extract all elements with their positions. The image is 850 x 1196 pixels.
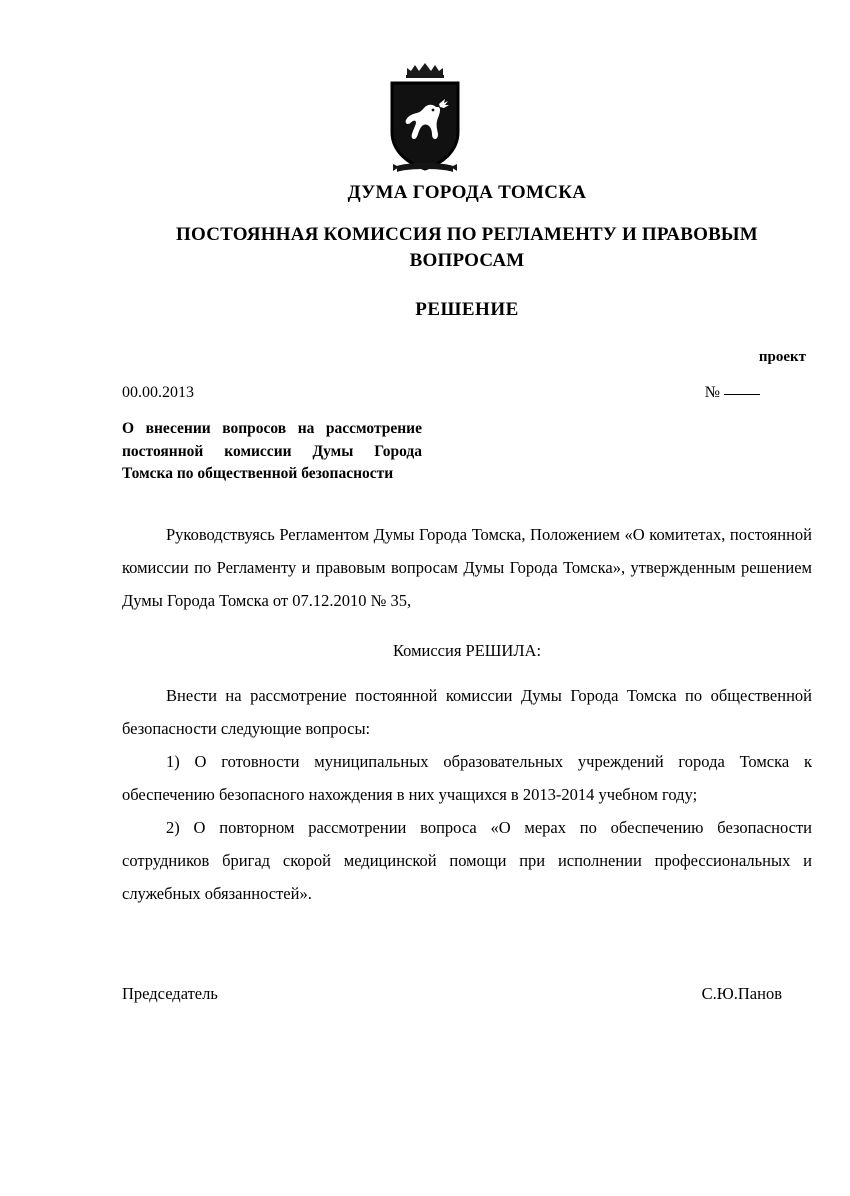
signature-block [122,984,812,1004]
list-item-2: 2) О повторном рассмотрении вопроса «О мерах по обеспечению безопасности сотрудников бригад скорой медицинской помощи при исполнении профессиональных и служебных обязанностей». [122,817,812,903]
decision-heading: Комиссия РЕШИЛА: [392,640,542,660]
document-meta-row [122,384,812,402]
signature-name: С.Ю.Панов [701,983,782,1003]
preamble-paragraph: Руководствуясь Регламентом Думы Города Томска, Положением «О комитетах, постоянной комиссии по Регламенту и правовым вопросам Думы Города Томска», утвержденным решением Думы Города Томска от 07.12.2010 № 35, [122,524,812,610]
document-body [122,0,812,1004]
document-number-blank [724,394,760,395]
document-type-heading: РЕШЕНИЕ [415,299,519,321]
preamble-block [122,518,812,617]
commission-title: ПОСТОЯННАЯ КОМИССИЯ ПО РЕГЛАМЕНТУ И ПРАВОВЫМ ВОПРОСАМ [176,224,758,271]
draft-label: проект [758,349,806,366]
document-number-prefix: № [704,384,720,402]
document-subject: О внесении вопросов на рассмотрение постоянной комиссии Думы Города Томска по общественной безопасности [122,420,422,483]
document-date: 00.00.2013 [122,384,194,402]
document-number [705,384,812,402]
lead-in-paragraph: Внести на рассмотрение постоянной комиссии Думы Города Томска по общественной безопасности следующие вопросы: [122,685,812,738]
signature-role: Председатель [122,983,218,1003]
organization-title: ДУМА ГОРОДА ТОМСКА [347,182,587,203]
list-item-1: 1) О готовности муниципальных образовательных учреждений города Томска к обеспечению безопасного нахождения в них учащихся в 2013-2014 учебном году; [122,751,812,804]
